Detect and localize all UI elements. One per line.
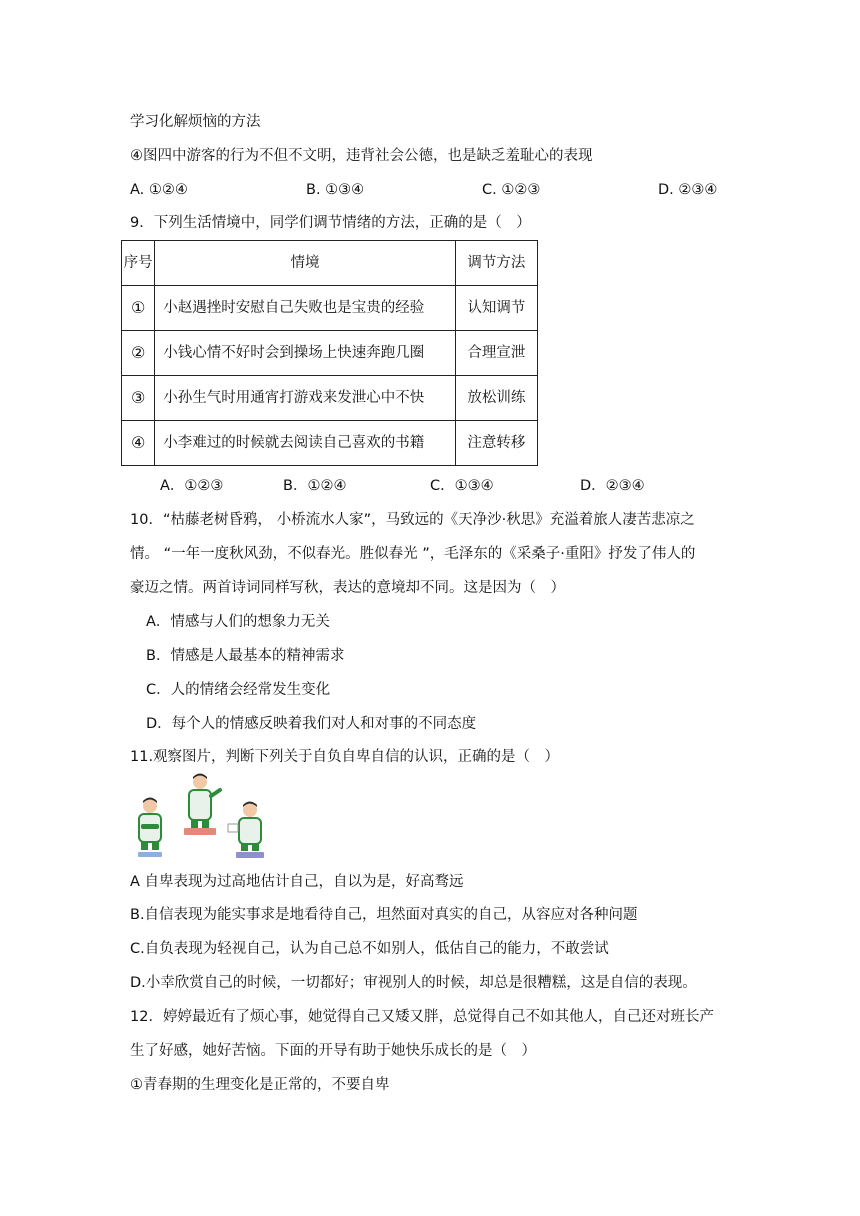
q8-options — [130, 180, 730, 200]
header-cell: 情境 — [155, 241, 456, 286]
student-figure — [184, 774, 220, 836]
option-b: B．①②④ — [283, 478, 347, 494]
q11-option-c: C.自负表现为轻视自己，认为自己总不如别人，低估自己的能力，不敢尝试 — [130, 941, 609, 957]
q11-option-d: D.小幸欣赏自己的时候，一切都好；审视别人的时候，却总是很糟糕，这是自信的表现。 — [130, 975, 697, 991]
option-c: C．①③④ — [430, 478, 494, 494]
option-c: C. ①②③ — [482, 182, 541, 198]
table-row — [122, 421, 538, 466]
q9-stem: 9．下列生活情境中，同学们调节情绪的方法，正确的是（ ） — [130, 215, 531, 231]
option-d: D．②③④ — [580, 478, 645, 494]
row-situation: 小钱心情不好时会到操场上快速奔跑几圈 — [155, 331, 456, 376]
q10-option-b: B．情感是人最基本的精神需求 — [146, 648, 345, 664]
row-situation: 小李难过的时候就去阅读自己喜欢的书籍 — [155, 421, 456, 466]
q12-stem: 12．婷婷最近有了烦心事，她觉得自己又矮又胖，总觉得自己不如其他人，自己还对班长产 — [130, 1009, 714, 1025]
row-number: ③ — [122, 376, 155, 421]
q12-stem: 生了好感，她好苦恼。下面的开导有助于她快乐成长的是（ ） — [130, 1043, 536, 1059]
option-b: B. ①③④ — [306, 182, 365, 198]
header-cell: 序号 — [122, 241, 155, 286]
row-number: ① — [122, 286, 155, 331]
q10-option-d: D．每个人的情感反映着我们对人和对事的不同态度 — [146, 716, 477, 732]
q10-option-c: C．人的情绪会经常发生变化 — [146, 682, 331, 698]
row-situation: 小孙生气时用通宵打游戏来发泄心中不快 — [155, 376, 456, 421]
option-d: D. ②③④ — [658, 182, 718, 198]
table-header-row — [122, 241, 538, 286]
table-row — [122, 376, 538, 421]
row-method: 放松训练 — [455, 376, 537, 421]
row-number: ④ — [122, 421, 155, 466]
text-line: ④图四中游客的行为不但不文明，违背社会公德，也是缺乏羞耻心的表现 — [130, 148, 593, 164]
q10-option-a: A．情感与人们的想象力无关 — [146, 614, 330, 630]
q10-stem: 情。 “一年一度秋风劲，不似春光。胜似春光 ”，毛泽东的《采桑子·重阳》抒发了伟人的 — [130, 546, 696, 562]
row-situation: 小赵遇挫时安慰自己失败也是宝贵的经验 — [155, 286, 456, 331]
row-number: ② — [122, 331, 155, 376]
table-row — [122, 331, 538, 376]
q11-option-b: B.自信表现为能实事求是地看待自己，坦然面对真实的自己，从容应对各种问题 — [130, 907, 638, 923]
q9-options — [160, 476, 760, 496]
table-row — [122, 286, 538, 331]
header-cell: 调节方法 — [455, 241, 537, 286]
students-illustration — [128, 772, 278, 860]
student-figure — [138, 798, 162, 858]
q11-stem: 11.观察图片，判断下列关于自负自卑自信的认识，正确的是（ ） — [130, 749, 560, 765]
row-method: 合理宣泄 — [455, 331, 537, 376]
q12-item-1: ①青春期的生理变化是正常的，不要自卑 — [130, 1077, 390, 1093]
row-method: 认知调节 — [455, 286, 537, 331]
q10-stem: 豪迈之情。两首诗词同样写秋，表达的意境却不同。这是因为（ ） — [130, 580, 565, 596]
option-a: A．①②③ — [160, 478, 224, 494]
text-line: 学习化解烦恼的方法 — [130, 114, 261, 130]
q9-table — [121, 240, 538, 466]
q11-option-a: A 自卑表现为过高地估计自己，自以为是，好高骛远 — [130, 874, 464, 890]
q10-stem: 10．“枯藤老树昏鸦， 小桥流水人家”，马致远的《天净沙·秋思》充溢着旅人凄苦悲凉之 — [130, 512, 695, 528]
row-method: 注意转移 — [455, 421, 537, 466]
student-figure — [228, 802, 264, 859]
option-a: A. ①②④ — [130, 182, 188, 198]
